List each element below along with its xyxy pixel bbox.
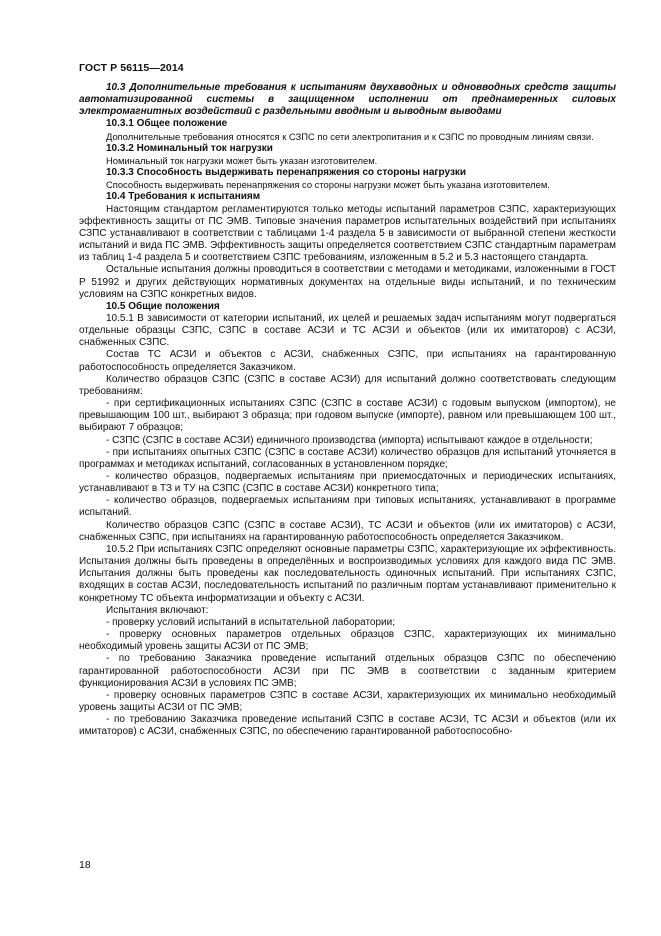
subsection-heading-10-3-1: 10.3.1 Общее положение (106, 118, 228, 130)
section-heading-10-3: 10.3 Дополнительные требования к испытаниям двухвводных и одновводных средств защиты автоматизированной системы в защищенном исполнении от преднамеренных силовых электромагнитных воздействий с раздельными вводным и выводным выводами (79, 82, 616, 118)
body-paragraph: 10.5.2 При испытаниях СЗПС определяют основные параметры СЗПС, характеризующие их эффективность. Испытания должны быть проведены в определённых и воспроизводимых условиях для каждого вида ПС ЭМВ. Испытания должны быть проведены как последовательность одиночных испытаний. При испытаниях СЗПС, входящих в состав АСЗИ, последовательность испытаний по различным портам устанавливают применительно к конкретному ТС объекта информатизации и объекту с АСЗИ. (79, 543, 616, 604)
section-heading-10-5: 10.5 Общие положения (106, 300, 220, 312)
body-paragraph: Состав ТС АСЗИ и объектов с АСЗИ, снабженных СЗПС, при испытаниях на гарантированную работоспособность определяется Заказчиком. (79, 349, 616, 373)
list-item: - по требованию Заказчика проведение испытаний СЗПС в составе АСЗИ, ТС АСЗИ и объектов (или их имитаторов) с АСЗИ, снабженных СЗПС, по обеспечению гарантированной работоспособно- (79, 714, 616, 738)
body-paragraph: Остальные испытания должны проводиться в соответствии с методами и методиками, изложенными в ГОСТ Р 51992 и других действующих нормативных документах на отдельные виды испытаний, и по техническим условиям на СЗПС конкретных видов. (79, 264, 616, 300)
body-paragraph: 10.5.1 В зависимости от категории испытаний, их целей и решаемых задач испытаниям могут подвергаться отдельные образцы СЗПС, СЗПС в составе АСЗИ и ТС АСЗИ и объектов (или их имитаторов) с АСЗИ, снабженных СЗПС. (79, 312, 616, 349)
document-body (79, 82, 616, 738)
body-paragraph: Настоящим стандартом регламентируются только методы испытаний параметров СЗПС, характеризующих эффективность защиты от ПС ЭМВ. Типовые значения параметров испытательных воздействий при испытаниях СЗПС устанавливают в соответствии с таблицами 1-4 раздела 5 в зависимости от выбранной степени жесткости испытаний и вида ПС ЭМВ. Эффективность защиты определяется соответствием СЗПС стандартным параметрам из таблиц 1-4 раздела 5 и соответствием СЗПС требованиям, изложенным в 5.2 и 5.3 настоящего стандарта. (79, 203, 617, 264)
subsection-heading-10-3-3: 10.3.3 Способность выдерживать перенапряжения со стороны нагрузки (106, 167, 467, 179)
list-item: - при испытаниях опытных СЗПС (СЗПС в составе АСЗИ) количество образцов для испытаний уточняется в программах и методиках испытаний, согласованных в установленном порядке; (79, 446, 616, 470)
list-item: - количество образцов, подвергаемых испытаниям при типовых испытаниях, устанавливают в программе испытаний. (79, 495, 616, 519)
list-item: - по требованию Заказчика проведение испытаний отдельных образцов СЗПС по обеспечению гарантированной работоспособности АСЗИ при ПС ЭМВ в соответствии с заданным критерием функционирования АСЗИ в условиях ПС ЭМВ; (79, 653, 616, 689)
document-code-header: ГОСТ Р 56115—2014 (79, 62, 184, 74)
list-item: - проверку основных параметров отдельных образцов СЗПС, характеризующих их минимально необходимый уровень защиты АСЗИ от ПС ЭМВ; (79, 629, 616, 653)
list-item: - количество образцов, подвергаемых испытаниям при приемосдаточных и периодических испытаниях, устанавливают в ТЗ и ТУ на СЗПС (СЗПС в составе АСЗИ) конкретного типа; (79, 471, 616, 495)
list-item: - СЗПС (СЗПС в составе АСЗИ) единичного производства (импорта) испытывают каждое в отдельности; (106, 434, 593, 446)
page-number: 18 (79, 859, 91, 871)
body-paragraph: Количество образцов СЗПС (СЗПС в составе АСЗИ), ТС АСЗИ и объектов (или их имитаторов) с АСЗИ, снабженных СЗПС, при испытаниях на гарантированную работоспособность определяется Заказчиком. (79, 519, 616, 543)
body-paragraph: Испытания включают: (106, 604, 209, 616)
body-paragraph: Количество образцов СЗПС (СЗПС в составе АСЗИ) для испытаний должно соответствовать следующим требованиям: (79, 373, 616, 397)
body-paragraph: Номинальный ток нагрузки может быть указан изготовителем. (106, 154, 378, 166)
list-item: - проверку условий испытаний в испытательной лаборатории; (106, 616, 395, 628)
list-item: - при сертификационных испытаниях СЗПС (СЗПС в составе АСЗИ) с годовым выпуском (импортом), не превышающим 100 шт., выбирают 3 образца; при годовом выпуске (импорте), равном или превышающем 100 шт., выбирают 7 образцов; (79, 398, 616, 434)
subsection-heading-10-3-2: 10.3.2 Номинальный ток нагрузки (106, 142, 273, 154)
body-paragraph: Дополнительные требования относятся к СЗПС по сети электропитания и к СЗПС по проводным линиям связи. (106, 130, 594, 142)
section-heading-10-4: 10.4 Требования к испытаниям (106, 191, 261, 203)
body-paragraph: Способность выдерживать перенапряжения со стороны нагрузки может быть указана изготовителем. (106, 179, 550, 191)
list-item: - проверку основных параметров СЗПС в составе АСЗИ, характеризующих их минимально необходимый уровень защиты АСЗИ от ПС ЭМВ; (79, 689, 616, 713)
